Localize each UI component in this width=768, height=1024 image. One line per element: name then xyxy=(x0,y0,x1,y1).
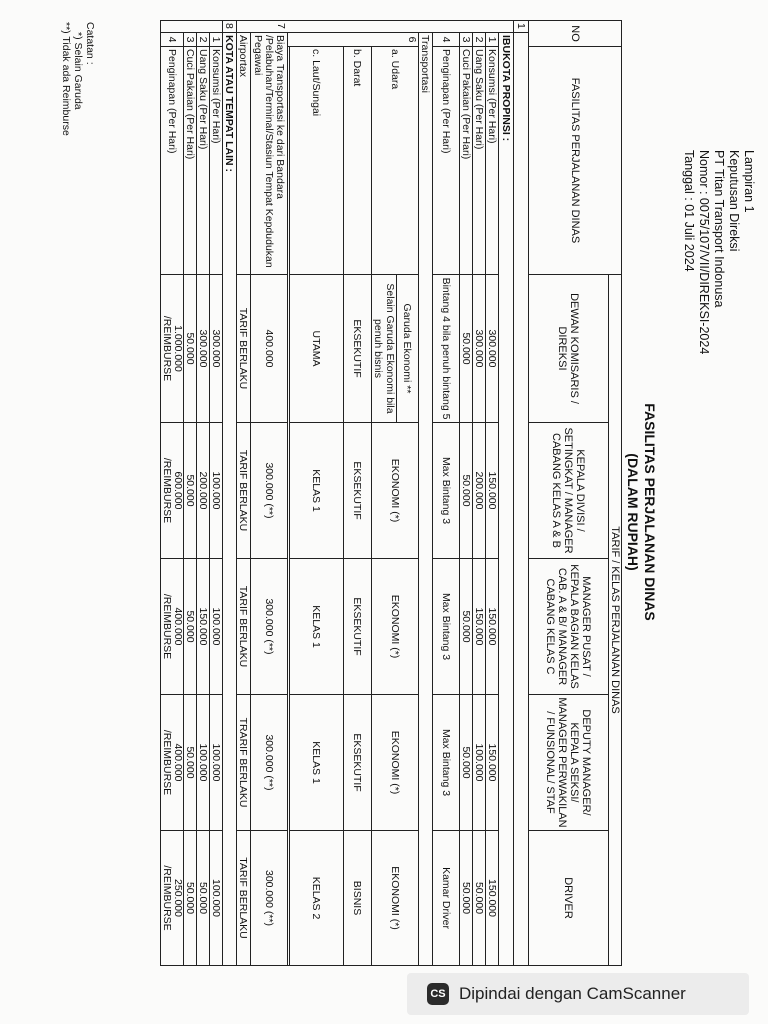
header-line: Tanggal : 01 Juli 2024 xyxy=(682,150,696,272)
col-deputy: DEPUTY MANAGER/ KEPALA SEKSI/ MANAGER PERWAKILAN / FUNSIONAL/ STAF xyxy=(529,695,609,831)
title-line-1: FASILITAS PERJALANAN DINAS xyxy=(642,403,658,621)
row-label: Konsumsi (Per Hari) xyxy=(486,47,499,275)
row-label: Konsumsi (Per Hari) xyxy=(210,47,223,275)
row-label: Penginapan (Per Hari) xyxy=(433,47,460,275)
row-label: Cuci Pakaian (Per Hari) xyxy=(184,47,197,275)
notes xyxy=(60,22,96,136)
note-2: **) Tidak ada Reimburse xyxy=(60,22,72,136)
section-title: IBUKOTA PROPINSI : xyxy=(500,35,512,142)
notes-title: Catatan : xyxy=(84,22,96,65)
header-line: PT Titan Transport Indonusa xyxy=(712,150,726,308)
col-manager-pusat: MANAGER PUSAT / KEPALA BAGIAN KELAS CAB. A & B/ MANAGER CABANG KELAS C xyxy=(529,559,609,695)
document-title xyxy=(624,0,658,1024)
col-fasilitas: FASILITAS PERJALANAN DINAS xyxy=(529,47,622,275)
col-kepala-divisi: KEPALA DIVISI / SETINGKAT / MANAGER CABANG KELAS A & B xyxy=(529,423,609,559)
biaya-transport-label: Biaya Transportasi ke dari Bandara /Pelabuhan/Terminal/Stasiun Tempat Kepdudukan Pegawai xyxy=(251,33,288,275)
airportax-label: Airportax xyxy=(237,33,251,275)
transport-udara: a. Udara xyxy=(372,47,419,275)
section-title: KOTA ATAU TEMPAT LAIN : xyxy=(223,35,236,173)
facility-table: NO FASILITAS PERJALANAN DINAS TARIF / KELAS PERJALANAN DINAS DEWAN KOMISARIS / DIREKSI KEPALA DIVISI / SETINGKAT / MANAGER CABANG KELAS A & B MANAGER PUSAT / KEPALA BAGIAN KELAS CAB. A & B/ MANAGER CABANG KELAS C DEPUTY MANAGER/ KEPALA SEKSI/ MANAGER PERWAKILAN / FUNSIONAL/ STAF DRIVER 1 IBUKOTA PROPINSI : 1 Konsumsi (Per Hari) 300.000 150.000 150.000 150.000 150.000 2 Uang Saku (Per Hari) 300.000 200.000 150.000 100.000 50.000 3 Cuci Pakaian (Per Hari) 50.000 50.000 50.000 50.000 50.000 4 Penginapan (Per Hari) Bintang 4 bila penuh bintang 5 Max Bintang 3 Max Bintang 3 Max Bintang 3 Kamar Driver Transportasi 6 a. Udara Garuda Ekonomi ** EKONOMI (*) EKONOMI (*) EKONOMI (*) EKONOMI (*) Selain Garuda Ekonomi bila penuh bisnis b. Darat EKSEKUTIF EKSEKUTIF EKSEKUTIF EKSEKUTIF BISNIS c. Laut/Sungai UTAMA KELAS 1 KELAS 1 KELAS 1 KELAS 2 7 Biaya Transportasi ke dari Bandara /Pelabuhan/Terminal/Stasiun Tempat Kepdudukan Pegawai 400.000 300.000 (**) 300.000 (**) 300.000 (**) 300.000 (**) Airportax TARIF BERLAKU TARIF BERLAKU TARIF BERLAKU TRARIF BERLAKU TARIF BERLAKU 8 KOTA ATAU TEMPAT LAIN : 1 Konsumsi (Per Hari) 300.000 100.000 100.000 100.000 100.000 2 Uang Saku (Per Hari) 300.000 200.000 150.000 100.000 50.000 3 Cuci Pakaian (Per Hari) 50.000 50.000 50.000 50.000 50.000 4 Penginapan (Per Hari) 1.000.000 /REIMBURSE 600.000 /REIMBURSE 400.000 /REIMBURSE 400.000 /REIMBURSE 250.000 /REIMBURSE xyxy=(160,20,622,966)
row-label: Uang Saku (Per Hari) xyxy=(197,47,210,275)
camscanner-icon: CS xyxy=(427,983,449,1005)
row-index: 1 xyxy=(514,21,529,33)
col-direksi: DEWAN KOMISARIS / DIREKSI xyxy=(529,275,609,423)
row-label: Penginapan (Per Hari) xyxy=(161,47,184,275)
row-label: Uang Saku (Per Hari) xyxy=(473,47,486,275)
header-line: Lampiran 1 xyxy=(742,150,756,213)
header-line: Nomor : 0075/107/VII/DIREKSI-2024 xyxy=(697,150,711,355)
col-group: TARIF / KELAS PERJALANAN DINAS xyxy=(609,275,622,966)
camscanner-watermark xyxy=(407,973,749,1015)
note-1: *) Selain Garuda xyxy=(72,32,84,110)
col-no: NO xyxy=(529,21,622,47)
col-driver: DRIVER xyxy=(529,831,609,966)
title-line-2: (DALAM RUPIAH) xyxy=(625,453,641,571)
transport-title: Transportasi xyxy=(419,33,433,966)
transport-darat: b. Darat xyxy=(344,47,372,275)
header-line: Keputusan Direksi xyxy=(727,150,741,252)
row-label: Cuci Pakaian (Per Hari) xyxy=(460,47,473,275)
camscanner-label: Dipindai dengan CamScanner xyxy=(459,984,686,1003)
transport-laut: c. Laut/Sungai xyxy=(290,47,344,275)
